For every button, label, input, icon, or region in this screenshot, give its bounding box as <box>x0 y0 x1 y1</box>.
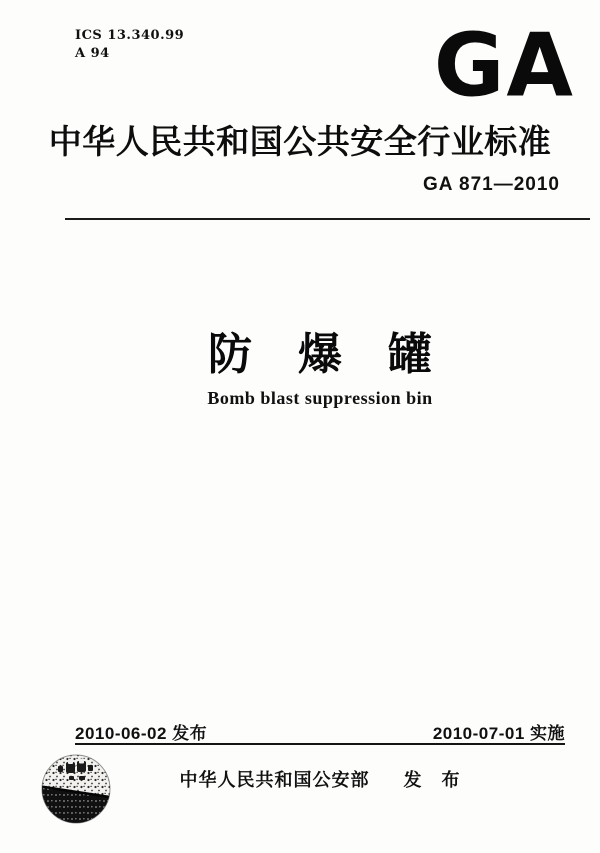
standard-number: GA 871—2010 <box>422 174 560 195</box>
footer-divider-line <box>75 743 565 745</box>
publish-action-label: 发 布 <box>403 770 461 790</box>
issue-date: 2010-06-02 发布 <box>75 724 208 743</box>
ics-classification-block <box>75 27 184 63</box>
hologram-security-seal-icon <box>38 750 116 830</box>
publisher-name: 中华人民共和国公安部 <box>179 770 370 790</box>
standard-body-title: 中华人民共和国公共安全行业标准 <box>48 123 552 160</box>
dates-row <box>75 719 565 744</box>
header-divider-line <box>65 218 590 220</box>
document-title-cn <box>0 318 600 382</box>
ics-code: ICS 13.340.99 <box>75 28 185 43</box>
ga-logo: GA <box>433 14 575 117</box>
document-title-en: Bomb blast suppression bin <box>207 388 433 408</box>
title-char: 爆 <box>298 330 342 379</box>
title-char: 罐 <box>388 330 432 379</box>
title-char: 防 <box>208 330 252 379</box>
implementation-date: 2010-07-01 实施 <box>432 724 565 743</box>
doc-class-code: A 94 <box>75 46 110 61</box>
